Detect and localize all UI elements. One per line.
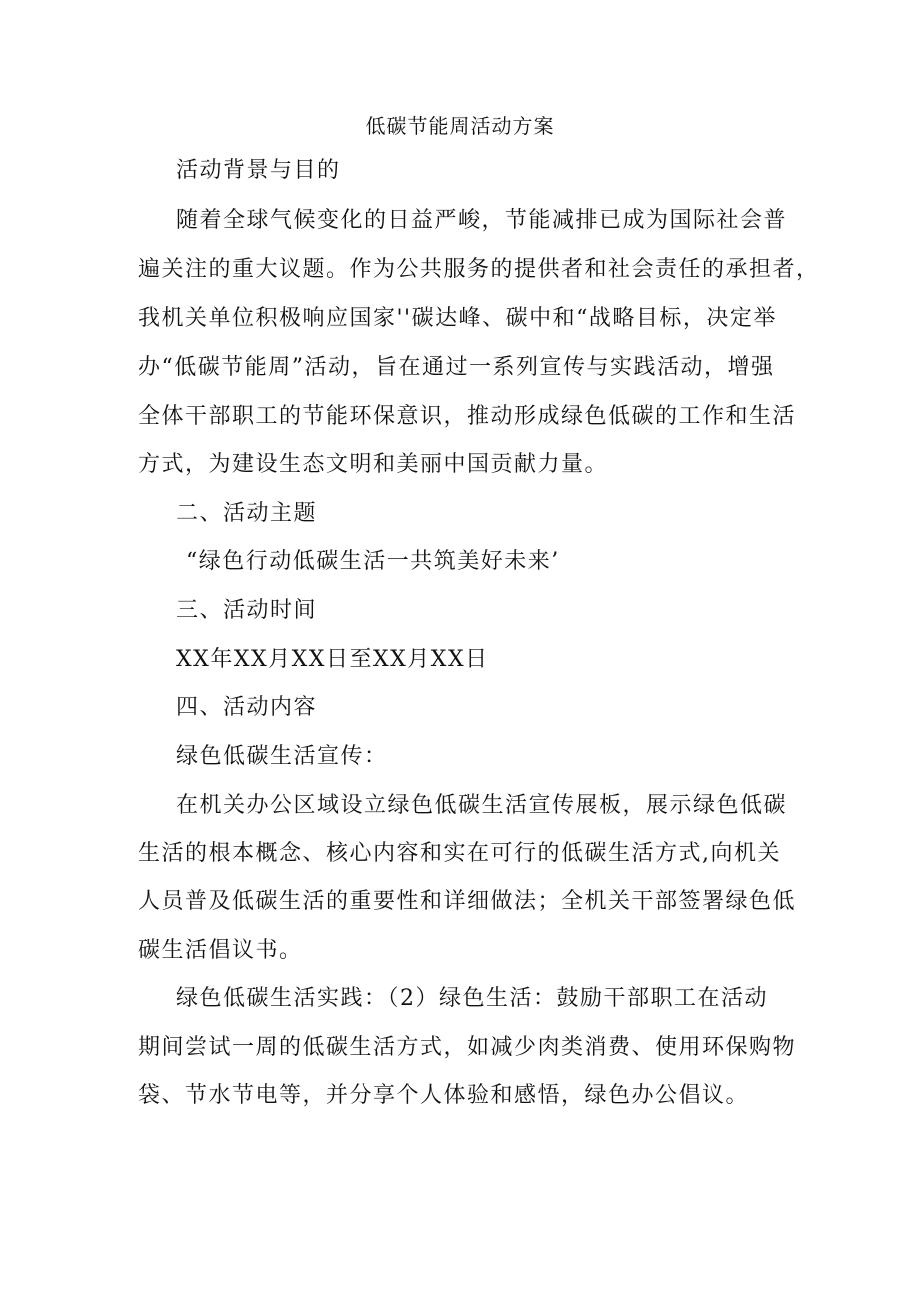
section-heading-content: 四、活动内容 [176,695,318,720]
paragraph-line: 办“低碳节能周”活动，旨在通过一系列宣传与实践活动，增强 [138,355,775,380]
paragraph-line: 在机关办公区域设立绿色低碳生活宣传展板，展示绿色低碳 [176,793,788,818]
section-heading-time: 三、活动时间 [176,598,318,623]
paragraph-line: 生活的根本概念、核心内容和实在可行的低碳生活方式,向机关 [138,841,781,866]
paragraph-line: 期间尝试一周的低碳生活方式，如减少肉类消费、使用环保购物 [138,1035,797,1060]
paragraph-line: 全体干部职工的节能环保意识，推动形成绿色低碳的工作和生活 [138,404,797,429]
paragraph-line: 袋、节水节电等，并分享个人体验和感悟，绿色办公倡议。 [138,1083,750,1108]
paragraph-line: 人员普及低碳生活的重要性和详细做法；全机关干部签署绿色低 [138,889,797,914]
paragraph-line: 我机关单位积极响应国家''碳达峰、碳中和“战略目标，决定举 [138,306,777,331]
document-title: 低碳节能周活动方案 [365,114,555,138]
subheading-promotion: 绿色低碳生活宣传： [176,744,388,769]
paragraph-line: 方式，为建设生态文明和美丽中国贡献力量。 [138,452,609,477]
paragraph-line: 绿色低碳生活实践：（2）绿色生活：鼓励干部职工在活动 [176,986,768,1011]
paragraph-line: 随着全球气候变化的日益严峻，节能减排已成为国际社会普 [176,208,788,233]
theme-slogan: “绿色行动低碳生活一共筑美好未来’ [186,549,560,574]
paragraph-line: 碳生活倡议书。 [138,938,303,963]
section-heading-theme: 二、活动主题 [176,501,318,526]
paragraph-line: 遍关注的重大议题。作为公共服务的提供者和社会责任的承担者， [138,257,820,282]
section-heading-background: 活动背景与目的 [176,158,341,183]
activity-date-range: XX年XX月XX日至XX月XX日 [176,647,489,672]
